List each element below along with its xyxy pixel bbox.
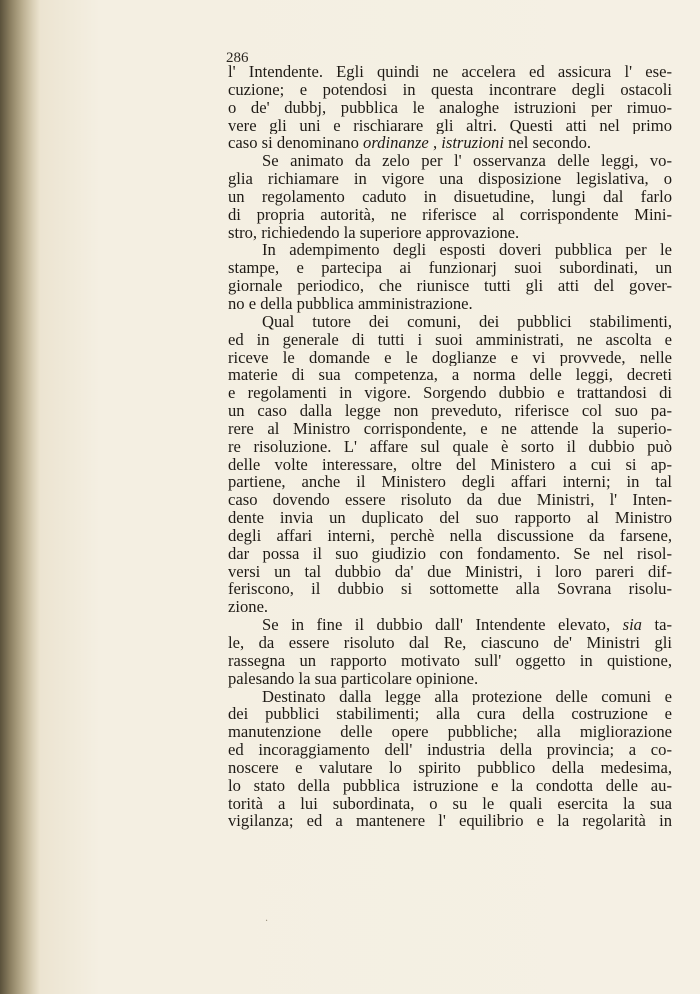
text-run: caso dovendo essere risoluto da due Ministri, l' Inten- [228,491,672,510]
text-run: riceve le domande e le doglianze e vi provvede, nelle [228,348,672,367]
text-line [228,509,672,527]
text-line [228,795,672,813]
text-run: l' Intendente. Egli quindi ne accelera ed assicura l' ese- [228,63,672,81]
text-line [228,634,672,652]
text-run: glia richiamare in vigore una disposizione legislativa, o [228,170,672,188]
text-line [228,777,672,795]
text-line [228,670,672,688]
text-line [228,473,672,491]
text-run: In adempimento degli esposti doveri pubblica per le [262,241,672,260]
text-line [228,723,672,741]
text-run: delle volte interessare, oltre del Ministero a cui si ap- [228,455,672,474]
body-text [228,63,672,830]
text-run: re risoluzione. L' affare sul quale è sorto il dubbio può [228,437,672,456]
text-run: di propria autorità, ne riferisce al corrispondente Mini- [228,205,672,224]
text-line [228,188,672,206]
text-run: cuzione; e potendosi in questa incontrare degli ostacoli [228,80,672,99]
text-line [228,527,672,545]
text-line [228,99,672,117]
text-line [228,331,672,349]
text-line [228,456,672,474]
text-line [228,170,672,188]
italic-term: istruzioni [441,134,504,153]
text-run: caso si denominano [228,134,364,153]
text-run: dei pubblici stabilimenti; alla cura della costruzione e [228,705,672,724]
text-run: Se in fine il dubbio dall' Intendente elevato, [262,616,623,634]
text-line [228,688,672,706]
text-run: o de' dubbj, pubblica le analoghe istruzioni per rimuo- [228,98,672,117]
paper-speck: · [265,916,269,927]
text-line [228,349,672,367]
text-line [228,491,672,509]
text-line [228,420,672,438]
text-run: materie di sua competenza, a norma delle leggi, decreti [228,366,672,385]
text-run: ed incoraggiamento dell' industria della provincia; a co- [228,741,672,759]
page-number: 286 [226,50,249,66]
text-line [228,259,672,277]
text-run: un caso dalla legge non preveduto, riferisce col suo pa- [228,402,672,420]
text-run: ta- [641,616,672,634]
text-line [228,812,672,830]
text-run: un regolamento caduto in disuetudine, lungi dal farlo [228,187,672,206]
text-line [228,206,672,224]
text-line [228,81,672,99]
text-run: Se animato da zelo per l' osservanza delle leggi, vo- [262,152,672,171]
text-run: versi un tal dubbio da' due Ministri, i loro pareri dif- [228,562,672,581]
text-line [228,384,672,402]
text-run: torità a lui subordinata, o su le quali esercita la sua [228,794,672,813]
text-line [228,616,672,634]
text-run: degli affari interni, perchè nella discussione da farsene, [228,526,672,545]
text-line [228,563,672,581]
text-line [228,759,672,777]
text-run: rere al Ministro corrispondente, e ne attende la superio- [228,419,672,438]
text-line [228,134,672,152]
text-run: stro, richiedendo la superiore approvazione. [228,223,520,242]
text-run: rassegna un rapporto motivato sull' oggetto in quistione, [228,651,672,670]
text-run: manutenzione delle opere pubbliche; alla migliorazione [228,723,672,742]
book-binding-edge [0,0,40,994]
text-line [228,652,672,670]
text-line [228,402,672,420]
text-line [228,63,672,81]
text-line [228,152,672,170]
text-line [228,598,672,616]
text-line [228,545,672,563]
text-line [228,224,672,242]
text-run: feriscono, il dubbio si sottomette alla Sovrana risolu- [228,580,672,599]
text-run: dar possa il suo giudizio con fondamento. Se nel risol- [228,544,672,563]
text-line [228,295,672,313]
text-line [228,277,672,295]
text-line [228,241,672,259]
text-line [228,117,672,135]
text-run: partiene, anche il Ministero degli affari interni; in tal [228,473,672,492]
text-run: noscere e valutare lo spirito pubblico della medesima, [228,758,672,777]
text-line [228,366,672,384]
text-line [228,705,672,723]
text-run: stampe, e partecipa ai funzionarj suoi subordinati, un [228,259,672,278]
text-line [228,580,672,598]
text-run: giornale periodico, che riunisce tutti gli atti del gover- [228,277,672,295]
text-run: nel secondo. [503,134,592,153]
text-line [228,741,672,759]
text-run: vere gli uni e rischiarare gli altri. Questi atti nel primo [228,116,672,135]
text-run: , [428,134,442,153]
text-run: Qual tutore dei comuni, dei pubblici stabilimenti, [262,312,672,331]
text-line [228,438,672,456]
text-run: ed in generale di tutti i suoi amministrati, ne ascolta e [228,330,672,349]
italic-term: sia [622,616,642,634]
text-run: zione. [228,598,269,617]
text-run: e regolamenti in vigore. Sorgendo dubbio e trattandosi di [228,384,672,403]
text-run: Destinato dalla legge alla protezione delle comuni e [262,687,672,706]
text-run: vigilanza; ed a mantenere l' equilibrio e la regolarità in [228,812,672,831]
text-line [228,313,672,331]
italic-term: ordinanze [363,134,429,153]
text-run: dente invia un duplicato del suo rapporto al Ministro [228,509,672,527]
text-run: palesando la sua particolare opinione. [228,669,479,688]
text-run: le, da essere risoluto dal Re, ciascuno de' Ministri gli [228,634,672,652]
text-run: lo stato della pubblica istruzione e la condotta delle au- [228,776,672,795]
text-run: no e della pubblica amministrazione. [228,294,473,313]
